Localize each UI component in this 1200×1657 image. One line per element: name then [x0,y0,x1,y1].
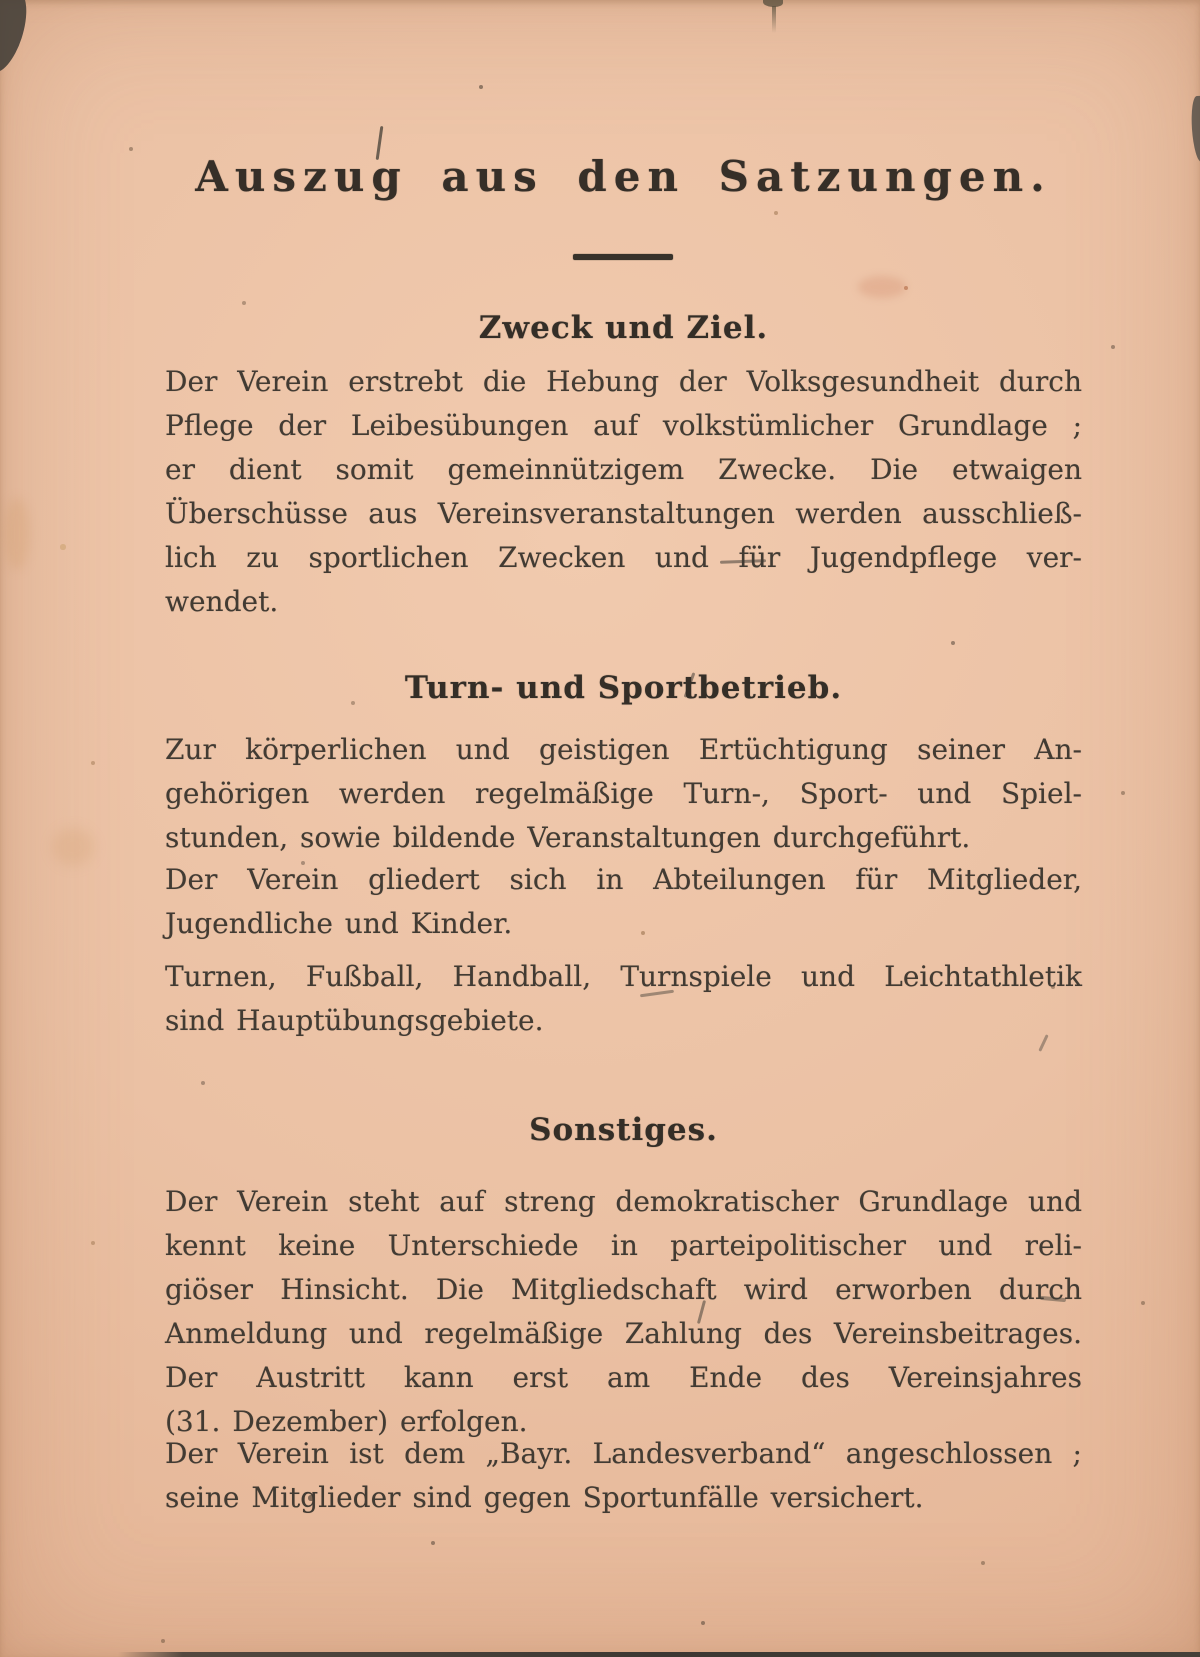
paper-stain [4,498,30,570]
text-line: kennt keine Unterschiede in parteipolitischer und reli- [165,1229,1082,1262]
section-heading-zweck-und-ziel: Zweck und Ziel. [478,310,769,346]
text-line: Der Verein gliedert sich in Abteilungen für Mitglieder, [165,863,1082,896]
paper-stain [858,276,906,298]
text-line: gehörigen werden regelmäßige Turn-, Sport- und Spiel- [165,777,1082,810]
text-line: Turnen, Fußball, Handball, Turnspiele und Leichtathletik [165,960,1082,993]
paper-speckles [0,0,2,2]
scan-bottom-edge [118,1652,1200,1657]
paragraph-sportbetrieb-1 [165,728,1082,860]
text-line: wendet. [165,585,279,618]
paragraph-sonstiges-1 [165,1180,1082,1444]
text-line: lich zu sportlichen Zwecken und für Jugendpflege ver- [165,541,1082,574]
text-line: Überschüsse aus Vereinsveranstaltungen werden ausschließ- [165,497,1082,530]
edge-stain [1190,96,1200,163]
paragraph-zweck [165,360,1082,624]
text-line: Der Verein ist dem „Bayr. Landesverband“ angeschlossen ; [165,1437,1082,1470]
text-line: Jugendliche und Kinder. [165,907,513,940]
text-line: stunden, sowie bildende Veranstaltungen durchgeführt. [165,821,971,854]
paragraph-sportbetrieb-2 [165,858,1082,946]
paragraph-sportbetrieb-3 [165,955,1082,1043]
paper-stain [52,828,94,866]
text-line: er dient somit gemeinnützigem Zwecke. Die etwaigen [165,453,1082,486]
text-line: (31. Dezember) erfolgen. [165,1405,528,1438]
text-line: seine Mitglieder sind gegen Sportunfälle versichert. [165,1481,924,1514]
text-line: Anmeldung und regelmäßige Zahlung des Vereinsbeitrages. [165,1317,1082,1350]
paragraph-sonstiges-2 [165,1432,1082,1520]
title-divider-rule [573,254,673,260]
section-heading-turn-und-sportbetrieb: Turn- und Sportbetrieb. [404,670,843,706]
text-line: giöser Hinsicht. Die Mitgliedschaft wird erworben durch [165,1273,1082,1306]
corner-stain [0,0,35,77]
text-line: Der Austritt kann erst am Ende des Vereinsjahres [165,1361,1082,1394]
text-line: Pflege der Leibesübungen auf volkstümlicher Grundlage ; [165,409,1082,442]
section-heading-sonstiges: Sonstiges. [529,1112,718,1148]
text-line: Zur körperlichen und geistigen Ertüchtigung seiner An- [165,733,1082,766]
text-line: Der Verein erstrebt die Hebung der Volksgesundheit durch [165,365,1082,398]
ink-drip-tail [772,6,776,33]
text-line: sind Hauptübungsgebiete. [165,1004,544,1037]
document-title: Auszug aus den Satzungen. [195,152,1052,201]
text-line: Der Verein steht auf streng demokratischer Grundlage und [165,1185,1082,1218]
